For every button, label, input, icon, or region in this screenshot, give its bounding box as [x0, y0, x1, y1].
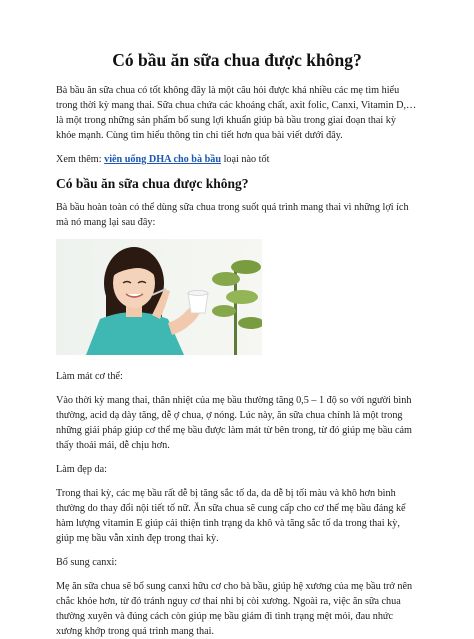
benefit-text-skin: Trong thai kỳ, các mẹ bầu rất dễ bị tăng sắc tố da, da dễ bị tối màu và khô hơn bình thường do thay đổi nội tiết tố nữ. Ăn sữa chua sẽ cung cấp cho cơ thể mẹ bầu đáng kể hàm lượng vitamin E giúp cải thiện tình trạng da khô và tăng sắc tố da trong thai kỳ, giúp mẹ bầu vẫn xinh đẹp trong thai kỳ.	[56, 488, 406, 544]
woman-eating-yogurt-illustration	[56, 239, 262, 355]
section-intro: Bà bầu hoàn toàn có thể dùng sữa chua trong suốt quá trình mang thai vì những lợi ích mà nó mang lại sau đây:	[56, 202, 409, 228]
page-title: Có bầu ăn sữa chua được không?	[112, 50, 362, 70]
see-more-prefix: Xem thêm:	[56, 154, 105, 165]
section-heading: Có bầu ăn sữa chua được không?	[56, 176, 249, 191]
see-more-suffix: loại nào tốt	[221, 154, 270, 165]
benefit-label-cooling: Làm mát cơ thể:	[56, 371, 123, 382]
benefit-text-cooling: Vào thời kỳ mang thai, thân nhiệt của mẹ bầu thường tăng 0,5 – 1 độ so với người bình thường, acid dạ dày tăng, dễ ợ chua, ợ nóng. Lúc này, ăn sữa chua chính là một trong những giải pháp giúp cơ thể mẹ bầu được làm mát từ bên trong, từ đó giúp mẹ bầu cảm thấy thoải mái, dễ chịu hơn.	[56, 395, 412, 451]
dha-link[interactable]: viên uống DHA cho bà bầu	[104, 154, 222, 165]
benefits-list	[56, 369, 418, 639]
see-more-line	[56, 152, 418, 167]
benefit-label-skin: Làm đẹp da:	[56, 464, 107, 475]
intro-paragraph: Bà bầu ăn sữa chua có tốt không đây là một câu hỏi được khá nhiều các mẹ tìm hiểu trong thời kỳ mang thai. Sữa chua chứa các khoáng chất, axit folic, Canxi, Vitamin D,… là một trong những sản phẩm bổ sung lợi khuẩn giúp bà bầu trong giai đoạn thai kỳ khỏe mạnh. Cùng tìm hiểu thông tin chi tiết hơn qua bài viết dưới đây.	[56, 85, 417, 141]
benefit-label-calcium: Bổ sung canxi:	[56, 557, 118, 568]
woman-eating-yogurt-image	[56, 239, 262, 355]
benefit-text-calcium: Mẹ ăn sữa chua sẽ bổ sung canxi hữu cơ cho bà bầu, giúp hệ xương của mẹ bầu trở nên chắc khỏe hơn, từ đó tránh nguy cơ thai nhi bị còi xương. Ngoài ra, việc ăn sữa chua thường xuyên và đúng cách còn giúp mẹ bầu giảm đi tình trạng mệt mỏi, đau nhức xương khớp trong quá trình mang thai.	[56, 581, 413, 637]
